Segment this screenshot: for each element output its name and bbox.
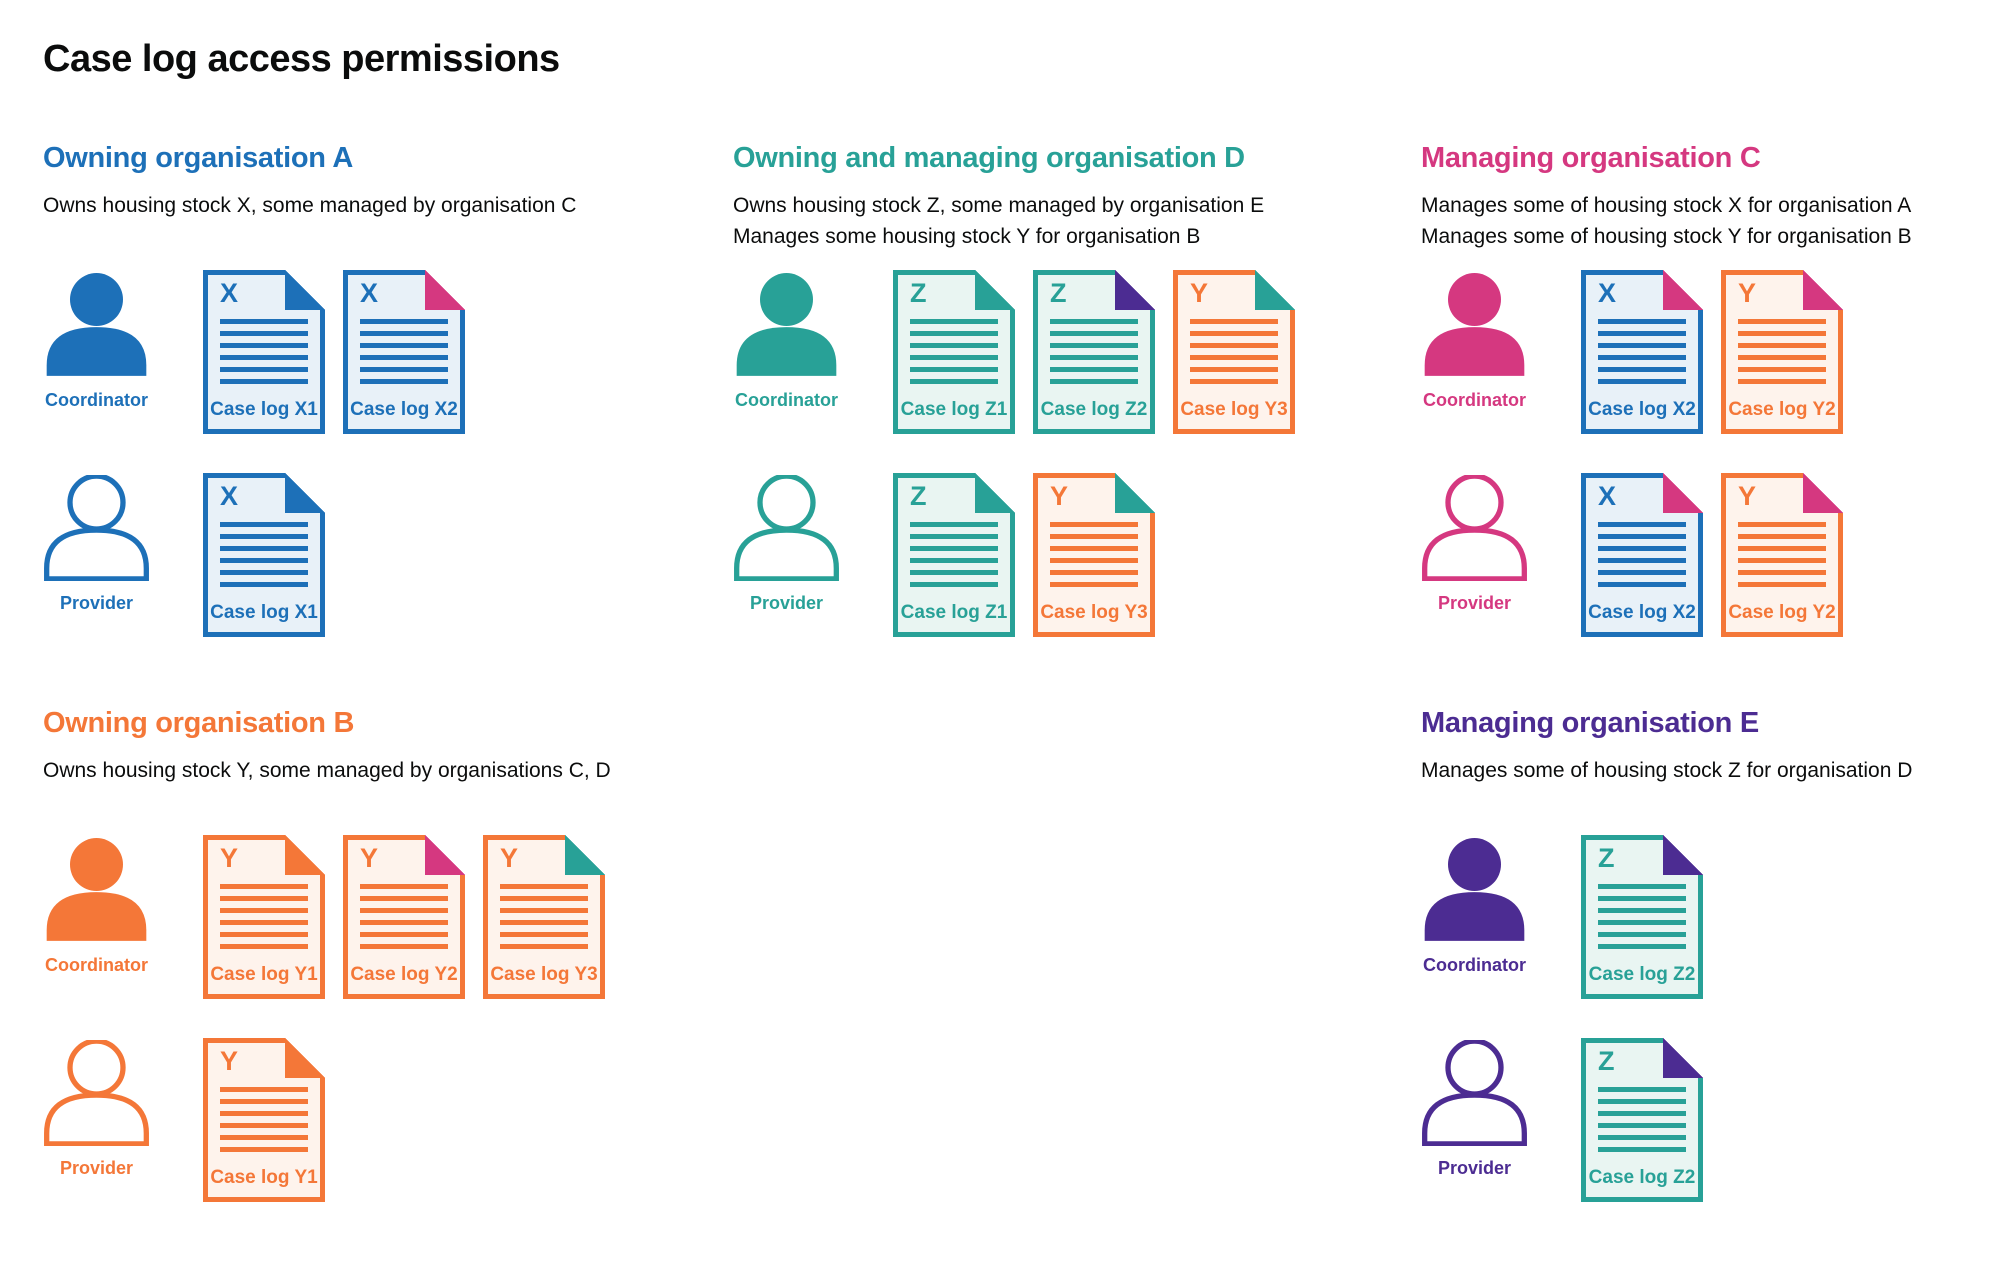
org-section-description bbox=[1421, 190, 2000, 252]
folded-corner-icon bbox=[1803, 270, 1843, 310]
role-row bbox=[733, 473, 1403, 637]
description-line: Manages some housing stock Y for organisation B bbox=[733, 225, 1201, 248]
org-section-org-d bbox=[733, 140, 1403, 676]
role-label: Coordinator bbox=[735, 390, 838, 410]
text-lines-icon bbox=[220, 884, 308, 949]
role-row bbox=[43, 473, 713, 637]
case-log-label: Case log X2 bbox=[350, 399, 458, 420]
case-log-label: Case log Y1 bbox=[210, 1167, 318, 1188]
org-section-org-a bbox=[43, 140, 713, 676]
stock-letter: Z bbox=[1598, 1046, 1615, 1076]
case-log-document bbox=[343, 270, 465, 434]
stock-letter: X bbox=[360, 278, 379, 308]
description-line: Owns housing stock X, some managed by organisation C bbox=[43, 194, 577, 217]
text-lines-icon bbox=[1738, 522, 1826, 587]
person-cell bbox=[43, 1038, 203, 1179]
person-cell bbox=[43, 473, 203, 614]
case-log-label: Case log Y1 bbox=[210, 964, 318, 985]
org-section-title: Owning and managing organisation D bbox=[733, 142, 1245, 174]
role-row bbox=[43, 1038, 713, 1202]
role-label: Provider bbox=[59, 593, 134, 613]
role-row bbox=[1421, 270, 2000, 434]
case-log-document bbox=[1173, 270, 1295, 434]
case-log-label: Case log Z2 bbox=[1588, 964, 1696, 985]
org-section-title: Owning organisation B bbox=[43, 707, 355, 739]
org-section-org-c bbox=[1421, 140, 2000, 676]
description-line: Manages some of housing stock X for organisation A bbox=[1421, 194, 1912, 217]
coordinator-icon bbox=[1421, 837, 1528, 943]
case-log-documents bbox=[893, 270, 1295, 434]
org-section-title: Managing organisation C bbox=[1421, 142, 1761, 174]
role-row bbox=[43, 835, 713, 999]
folded-corner-icon bbox=[425, 270, 465, 310]
text-lines-icon bbox=[1598, 522, 1686, 587]
case-log-documents bbox=[893, 473, 1155, 637]
description-line: Manages some of housing stock Y for organisation B bbox=[1421, 225, 1912, 248]
role-label: Provider bbox=[1437, 593, 1512, 613]
person-cell bbox=[1421, 473, 1581, 614]
case-log-label: Case log X2 bbox=[1588, 602, 1696, 623]
coordinator-icon bbox=[43, 272, 150, 378]
role-row bbox=[1421, 1038, 2000, 1202]
text-lines-icon bbox=[1598, 319, 1686, 384]
role-label: Provider bbox=[59, 1158, 134, 1178]
stock-letter: Y bbox=[500, 843, 519, 873]
text-lines-icon bbox=[220, 319, 308, 384]
folded-corner-icon bbox=[285, 1038, 325, 1078]
case-log-label: Case log Y3 bbox=[1040, 602, 1148, 623]
text-lines-icon bbox=[220, 1087, 308, 1152]
case-log-label: Case log X2 bbox=[1588, 399, 1696, 420]
org-section-org-e bbox=[1421, 705, 2000, 1241]
text-lines-icon bbox=[360, 319, 448, 384]
folded-corner-icon bbox=[1663, 270, 1703, 310]
folded-corner-icon bbox=[1803, 473, 1843, 513]
folded-corner-icon bbox=[285, 835, 325, 875]
case-log-document bbox=[1033, 270, 1155, 434]
case-log-label: Case log Z1 bbox=[900, 399, 1008, 420]
person-cell bbox=[1421, 270, 1581, 411]
stock-letter: Y bbox=[1738, 278, 1757, 308]
stock-letter: Y bbox=[220, 843, 239, 873]
role-label: Provider bbox=[749, 593, 824, 613]
case-log-label: Case log Z2 bbox=[1040, 399, 1148, 420]
case-log-label: Case log Z1 bbox=[900, 602, 1008, 623]
case-log-document bbox=[203, 270, 325, 434]
case-log-label: Case log Y3 bbox=[490, 964, 598, 985]
folded-corner-icon bbox=[1115, 473, 1155, 513]
org-section-title: Managing organisation E bbox=[1421, 707, 1759, 739]
stock-letter: Z bbox=[1050, 278, 1067, 308]
role-label: Coordinator bbox=[45, 390, 148, 410]
folded-corner-icon bbox=[1115, 270, 1155, 310]
stock-letter: Z bbox=[1598, 843, 1615, 873]
text-lines-icon bbox=[1190, 319, 1278, 384]
case-log-document bbox=[1581, 1038, 1703, 1202]
person-cell bbox=[1421, 1038, 1581, 1179]
text-lines-icon bbox=[1050, 522, 1138, 587]
provider-icon bbox=[1421, 475, 1528, 581]
folded-corner-icon bbox=[1663, 473, 1703, 513]
case-log-document bbox=[343, 835, 465, 999]
case-log-documents bbox=[203, 473, 325, 637]
person-cell bbox=[43, 270, 203, 411]
stock-letter: Y bbox=[1190, 278, 1209, 308]
case-log-label: Case log Z2 bbox=[1588, 1167, 1696, 1188]
coordinator-icon bbox=[43, 837, 150, 943]
role-label: Coordinator bbox=[1423, 955, 1526, 975]
text-lines-icon bbox=[910, 522, 998, 587]
folded-corner-icon bbox=[975, 270, 1015, 310]
description-line: Owns housing stock Z, some managed by organisation E bbox=[733, 194, 1265, 217]
stock-letter: Y bbox=[1050, 481, 1069, 511]
folded-corner-icon bbox=[565, 835, 605, 875]
case-log-label: Case log Y3 bbox=[1180, 399, 1288, 420]
case-log-documents bbox=[203, 835, 605, 999]
case-log-document bbox=[893, 473, 1015, 637]
person-cell bbox=[43, 835, 203, 976]
stock-letter: X bbox=[220, 278, 239, 308]
org-section-description bbox=[733, 190, 1403, 252]
case-log-label: Case log X1 bbox=[210, 399, 318, 420]
case-log-document bbox=[203, 473, 325, 637]
person-cell bbox=[733, 473, 893, 614]
role-row bbox=[43, 270, 713, 434]
text-lines-icon bbox=[220, 522, 308, 587]
text-lines-icon bbox=[1598, 884, 1686, 949]
case-log-documents bbox=[1581, 1038, 1703, 1202]
org-section-org-b bbox=[43, 705, 713, 1241]
org-section-title: Owning organisation A bbox=[43, 142, 354, 174]
role-rows bbox=[1421, 835, 2000, 1202]
text-lines-icon bbox=[360, 884, 448, 949]
role-label: Provider bbox=[1437, 1158, 1512, 1178]
case-log-document bbox=[1721, 473, 1843, 637]
case-log-documents bbox=[1581, 473, 1843, 637]
person-cell bbox=[733, 270, 893, 411]
coordinator-icon bbox=[1421, 272, 1528, 378]
case-log-documents bbox=[203, 1038, 325, 1202]
case-log-document bbox=[1033, 473, 1155, 637]
role-row bbox=[1421, 835, 2000, 999]
case-log-document bbox=[1581, 270, 1703, 434]
case-log-documents bbox=[203, 270, 465, 434]
case-log-label: Case log X1 bbox=[210, 602, 318, 623]
case-log-label: Case log Y2 bbox=[350, 964, 458, 985]
text-lines-icon bbox=[910, 319, 998, 384]
case-log-label: Case log Y2 bbox=[1728, 399, 1836, 420]
description-line: Manages some of housing stock Z for organisation D bbox=[1421, 759, 1913, 782]
case-log-document bbox=[203, 1038, 325, 1202]
role-rows bbox=[43, 835, 713, 1202]
case-log-document bbox=[483, 835, 605, 999]
stock-letter: X bbox=[220, 481, 239, 511]
stock-letter: Z bbox=[910, 481, 927, 511]
provider-icon bbox=[1421, 1040, 1528, 1146]
coordinator-icon bbox=[733, 272, 840, 378]
stock-letter: X bbox=[1598, 278, 1617, 308]
role-rows bbox=[43, 270, 713, 637]
org-section-description bbox=[43, 190, 713, 252]
role-row bbox=[1421, 473, 2000, 637]
case-log-document bbox=[1581, 835, 1703, 999]
case-log-document bbox=[1581, 473, 1703, 637]
case-log-label: Case log Y2 bbox=[1728, 602, 1836, 623]
role-rows bbox=[733, 270, 1403, 637]
folded-corner-icon bbox=[975, 473, 1015, 513]
folded-corner-icon bbox=[1663, 835, 1703, 875]
folded-corner-icon bbox=[285, 270, 325, 310]
stock-letter: X bbox=[1598, 481, 1617, 511]
case-log-document bbox=[1721, 270, 1843, 434]
stock-letter: Z bbox=[910, 278, 927, 308]
person-cell bbox=[1421, 835, 1581, 976]
provider-icon bbox=[43, 475, 150, 581]
text-lines-icon bbox=[1598, 1087, 1686, 1152]
role-label: Coordinator bbox=[45, 955, 148, 975]
folded-corner-icon bbox=[1255, 270, 1295, 310]
role-label: Coordinator bbox=[1423, 390, 1526, 410]
text-lines-icon bbox=[1050, 319, 1138, 384]
case-log-documents bbox=[1581, 270, 1843, 434]
description-line: Owns housing stock Y, some managed by organisations C, D bbox=[43, 759, 611, 782]
role-rows bbox=[1421, 270, 2000, 637]
text-lines-icon bbox=[1738, 319, 1826, 384]
stock-letter: Y bbox=[1738, 481, 1757, 511]
stock-letter: Y bbox=[220, 1046, 239, 1076]
case-log-document bbox=[893, 270, 1015, 434]
case-log-document bbox=[203, 835, 325, 999]
provider-icon bbox=[733, 475, 840, 581]
provider-icon bbox=[43, 1040, 150, 1146]
folded-corner-icon bbox=[1663, 1038, 1703, 1078]
folded-corner-icon bbox=[285, 473, 325, 513]
stock-letter: Y bbox=[360, 843, 379, 873]
role-row bbox=[733, 270, 1403, 434]
page-title: Case log access permissions bbox=[43, 38, 560, 80]
org-section-description bbox=[43, 755, 713, 817]
folded-corner-icon bbox=[425, 835, 465, 875]
text-lines-icon bbox=[500, 884, 588, 949]
case-log-documents bbox=[1581, 835, 1703, 999]
org-section-description bbox=[1421, 755, 2000, 817]
